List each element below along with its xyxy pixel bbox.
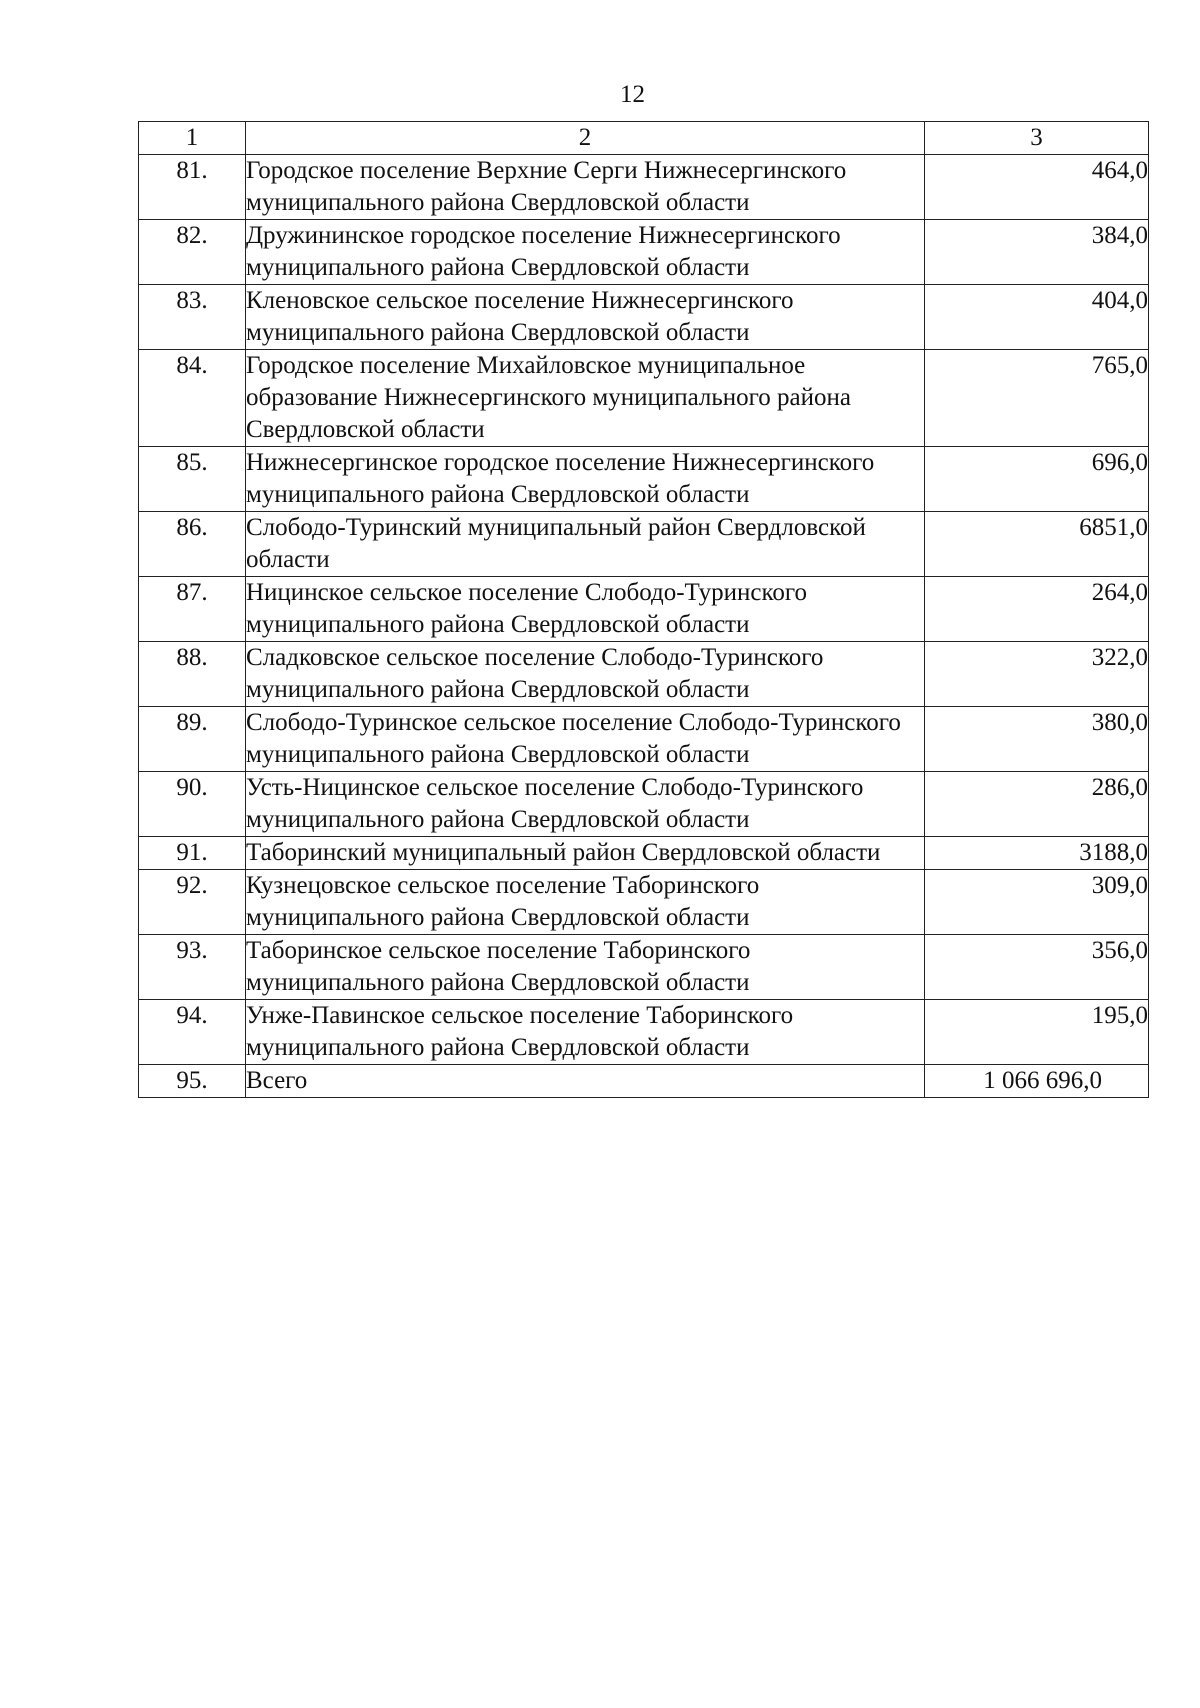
amount-value: 765,0 xyxy=(925,350,1149,447)
table-row xyxy=(139,935,1149,1000)
amount-value: 264,0 xyxy=(925,577,1149,642)
row-number: 89. xyxy=(139,707,246,772)
row-number: 86. xyxy=(139,512,246,577)
table-row xyxy=(139,350,1149,447)
column-header-1: 1 xyxy=(139,122,246,155)
header-row xyxy=(139,122,1149,155)
amount-value: 384,0 xyxy=(925,220,1149,285)
table-body xyxy=(139,155,1149,1098)
row-number: 83. xyxy=(139,285,246,350)
amount-value: 464,0 xyxy=(925,155,1149,220)
row-number: 82. xyxy=(139,220,246,285)
row-number: 85. xyxy=(139,447,246,512)
total-value: 1 066 696,0 xyxy=(925,1065,1149,1098)
row-number: 88. xyxy=(139,642,246,707)
municipality-name: Кузнецовское сельское поселение Таборинского муниципального района Свердловской области xyxy=(246,870,925,935)
row-number: 92. xyxy=(139,870,246,935)
amount-value: 696,0 xyxy=(925,447,1149,512)
table-row xyxy=(139,1000,1149,1065)
municipality-name: Слободо-Туринское сельское поселение Слободо-Туринского муниципального района Свердловской области xyxy=(246,707,925,772)
table-header xyxy=(139,122,1149,155)
total-row xyxy=(139,1065,1149,1098)
table-row xyxy=(139,285,1149,350)
amount-value: 356,0 xyxy=(925,935,1149,1000)
municipality-name: Ницинское сельское поселение Слободо-Туринского муниципального района Свердловской области xyxy=(246,577,925,642)
municipality-name: Усть-Ницинское сельское поселение Слободо-Туринского муниципального района Свердловской области xyxy=(246,772,925,837)
amount-value: 322,0 xyxy=(925,642,1149,707)
amount-value: 195,0 xyxy=(925,1000,1149,1065)
amount-value: 309,0 xyxy=(925,870,1149,935)
amount-value: 286,0 xyxy=(925,772,1149,837)
table-row xyxy=(139,707,1149,772)
municipality-name: Таборинское сельское поселение Таборинского муниципального района Свердловской области xyxy=(246,935,925,1000)
row-number: 91. xyxy=(139,837,246,870)
allocation-table xyxy=(138,121,1149,1098)
column-header-2: 2 xyxy=(246,122,925,155)
amount-value: 6851,0 xyxy=(925,512,1149,577)
table-row xyxy=(139,772,1149,837)
page-number: 12 xyxy=(620,81,645,108)
total-label: Всего xyxy=(246,1065,925,1098)
row-number: 90. xyxy=(139,772,246,837)
table-row xyxy=(139,155,1149,220)
municipality-name: Сладковское сельское поселение Слободо-Туринского муниципального района Свердловской области xyxy=(246,642,925,707)
municipality-name: Дружининское городское поселение Нижнесергинского муниципального района Свердловской области xyxy=(246,220,925,285)
row-number: 81. xyxy=(139,155,246,220)
table-row xyxy=(139,642,1149,707)
table-row xyxy=(139,870,1149,935)
table-row xyxy=(139,220,1149,285)
table-row xyxy=(139,837,1149,870)
row-number: 87. xyxy=(139,577,246,642)
municipality-name: Городское поселение Верхние Серги Нижнесергинского муниципального района Свердловской области xyxy=(246,155,925,220)
municipality-name: Слободо-Туринский муниципальный район Свердловской области xyxy=(246,512,925,577)
municipality-name: Унже-Павинское сельское поселение Таборинского муниципального района Свердловской области xyxy=(246,1000,925,1065)
table-row xyxy=(139,447,1149,512)
amount-value: 3188,0 xyxy=(925,837,1149,870)
row-number: 84. xyxy=(139,350,246,447)
column-header-3: 3 xyxy=(925,122,1149,155)
table-row xyxy=(139,577,1149,642)
row-number: 93. xyxy=(139,935,246,1000)
row-number: 94. xyxy=(139,1000,246,1065)
amount-value: 404,0 xyxy=(925,285,1149,350)
amount-value: 380,0 xyxy=(925,707,1149,772)
municipality-name: Кленовское сельское поселение Нижнесергинского муниципального района Свердловской области xyxy=(246,285,925,350)
municipality-name: Нижнесергинское городское поселение Нижнесергинского муниципального района Свердловской области xyxy=(246,447,925,512)
row-number: 95. xyxy=(139,1065,246,1098)
municipality-name: Таборинский муниципальный район Свердловской области xyxy=(246,837,925,870)
municipality-name: Городское поселение Михайловское муниципальное образование Нижнесергинского муниципального района Свердловской области xyxy=(246,350,925,447)
table-row xyxy=(139,512,1149,577)
